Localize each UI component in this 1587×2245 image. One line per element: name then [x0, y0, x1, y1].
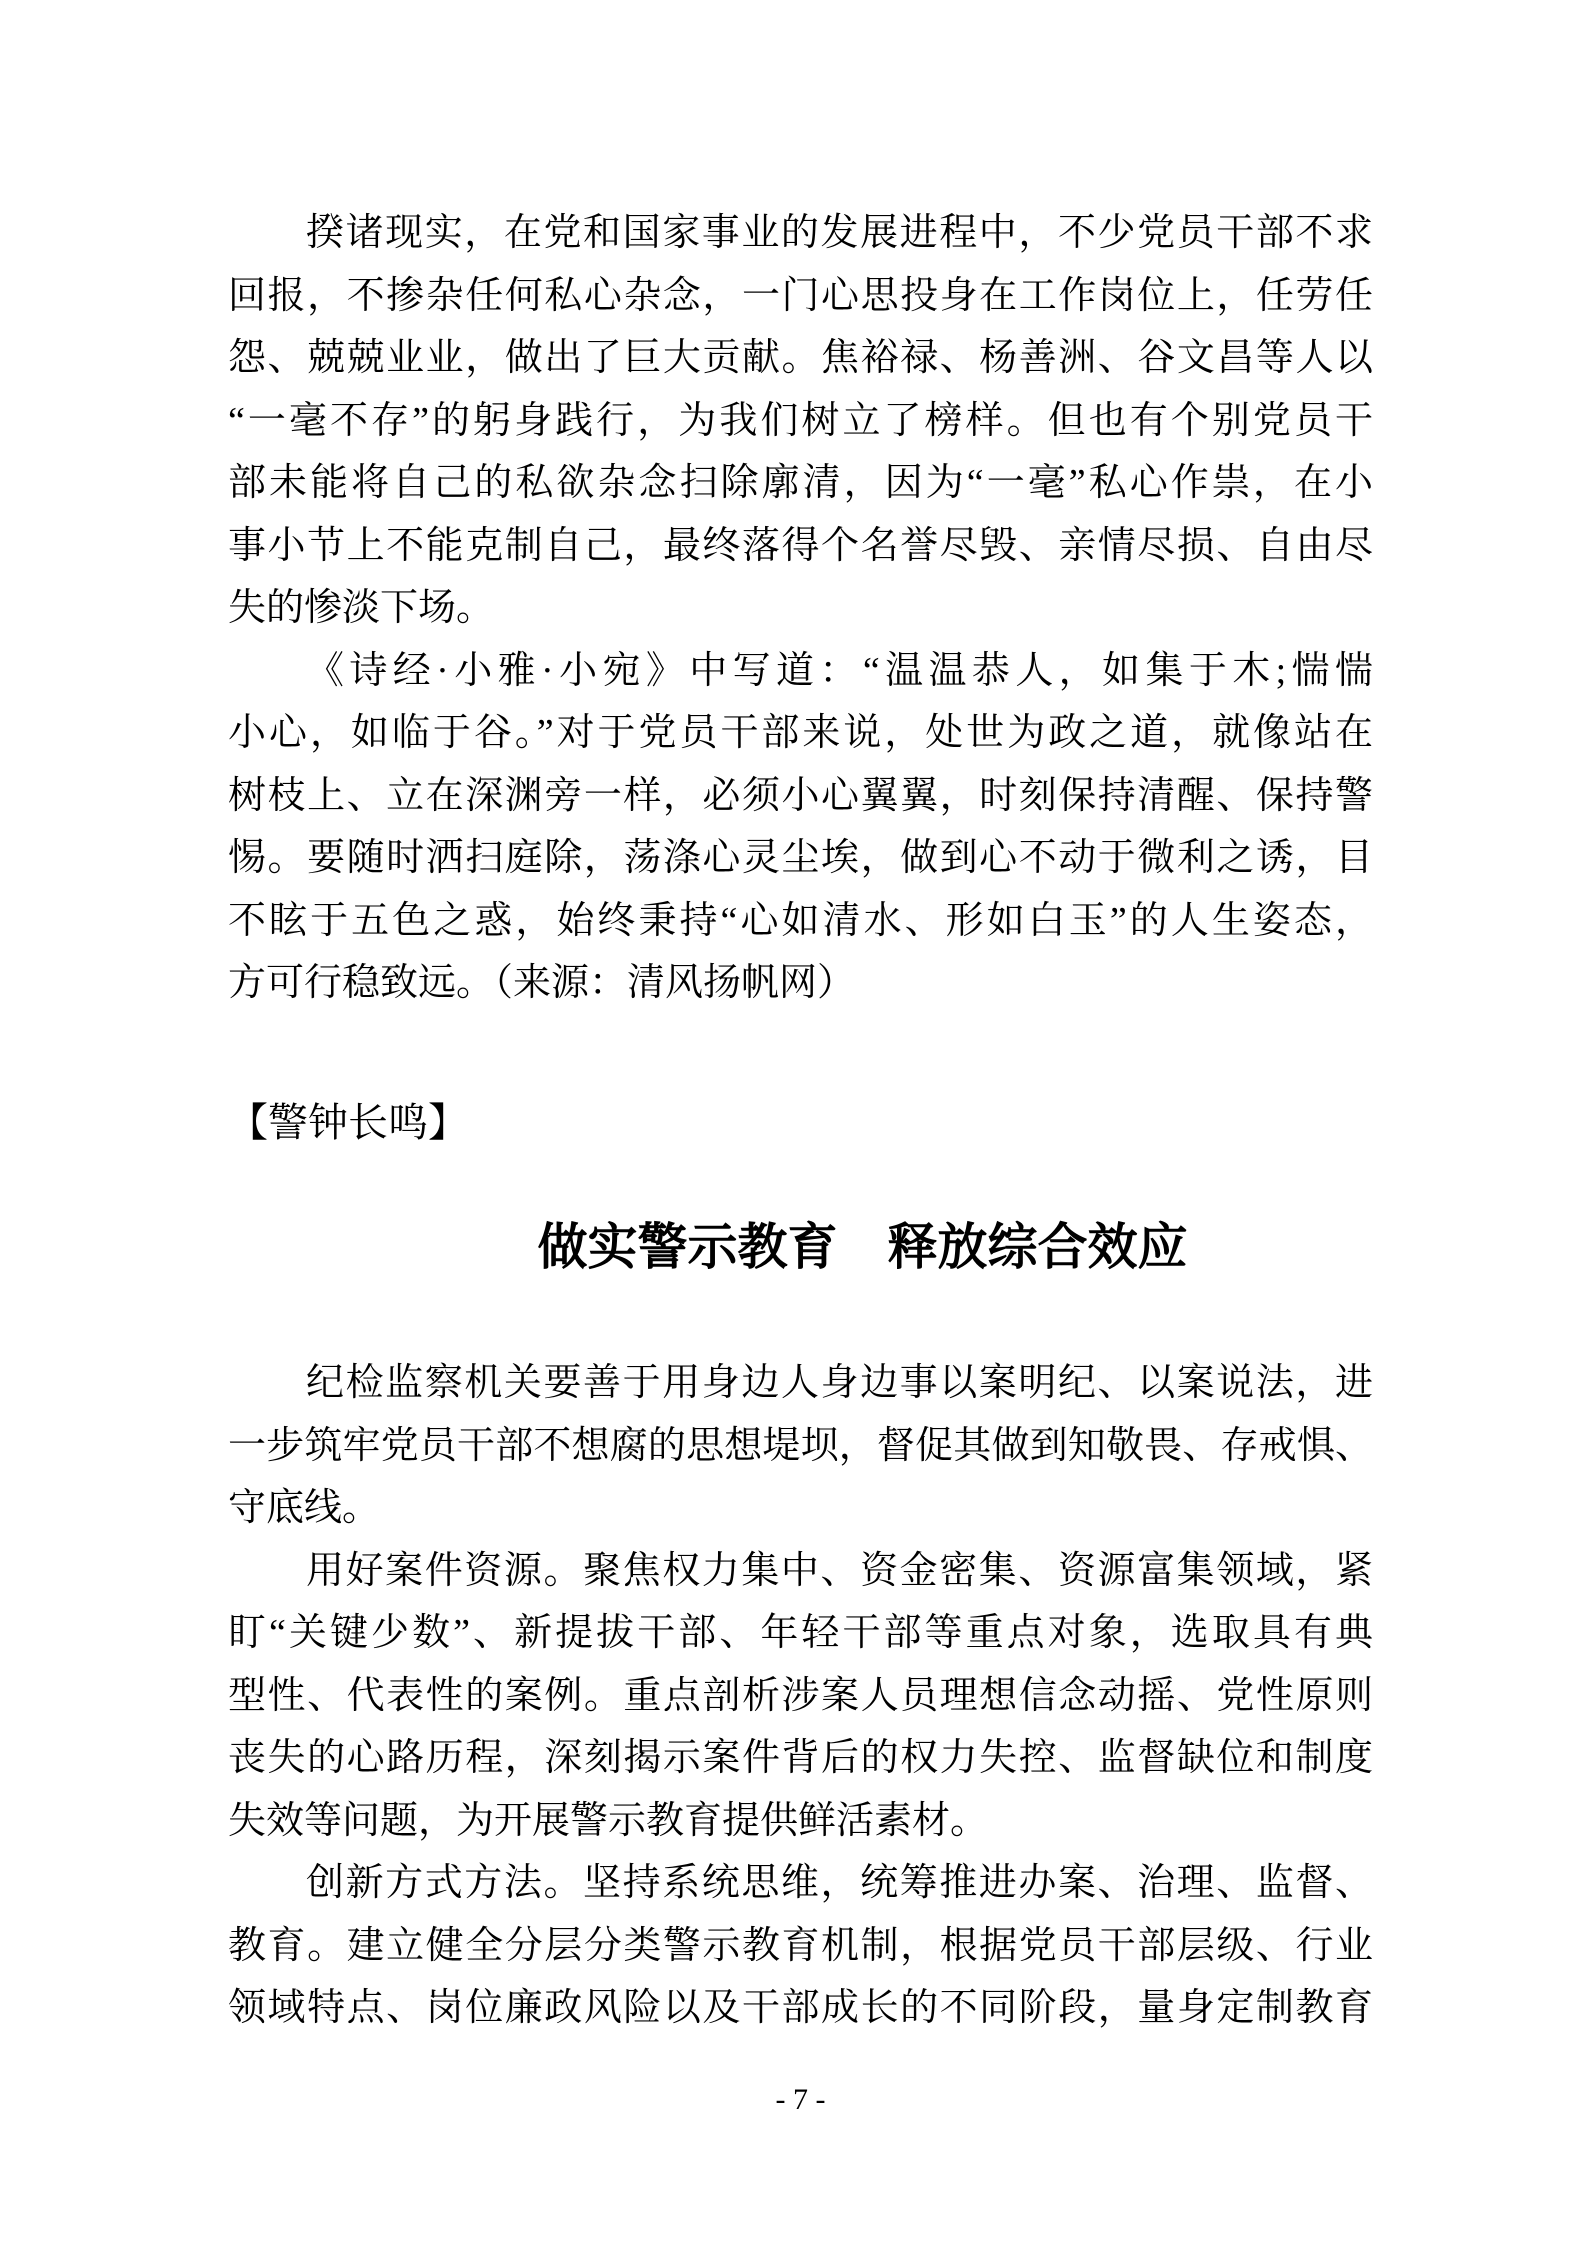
text-line: 教育。建立健全分层分类警示教育机制，根据党员干部层级、行业	[228, 1924, 1373, 1967]
section-header: 【警钟长鸣】	[228, 1100, 468, 1145]
text-line: 型性、代表性的案例。重点剖析涉案人员理想信念动摇、党性原则	[228, 1674, 1373, 1717]
text-line: 小心，如临于谷。”对于党员干部来说，处世为政之道，就像站在	[228, 712, 1373, 754]
text-line: 惕。要随时洒扫庭除，荡涤心灵尘埃，做到心不动于微利之诱，目	[228, 837, 1373, 879]
text-line: 不眩于五色之惑，始终秉持“心如清水、形如白玉”的人生姿态，	[228, 899, 1373, 942]
text-line: “一毫不存”的躬身践行，为我们树立了榜样。但也有个别党员干	[228, 399, 1373, 442]
text-line: 方可行稳致远。（来源：清风扬帆网）	[228, 962, 856, 1004]
article-title: 做实警示教育 释放综合效应	[537, 1219, 1188, 1275]
text-line: 失的惨淡下场。	[228, 587, 495, 629]
text-line: 创新方式方法。坚持系统思维，统筹推进办案、治理、监督、	[306, 1862, 1373, 1904]
text-line: 领域特点、岗位廉政风险以及干部成长的不同阶段，量身定制教育	[228, 1987, 1373, 2029]
text-line: 失效等问题，为开展警示教育提供鲜活素材。	[228, 1799, 989, 1842]
text-line: 揆诸现实，在党和国家事业的发展进程中，不少党员干部不求	[306, 212, 1373, 254]
text-line: 一步筑牢党员干部不想腐的思想堤坝，督促其做到知敬畏、存戒惧、	[228, 1424, 1373, 1467]
text-line: 部未能将自己的私欲杂念扫除廓清，因为“一毫”私心作祟，在小	[228, 462, 1373, 504]
text-line: 丧失的心路历程，深刻揭示案件背后的权力失控、监督缺位和制度	[228, 1737, 1373, 1779]
text-line: 回报，不掺杂任何私心杂念，一门心思投身在工作岗位上，任劳任	[228, 274, 1373, 317]
text-line: 事小节上不能克制自己，最终落得个名誉尽毁、亲情尽损、自由尽	[228, 524, 1373, 567]
text-line: 树枝上、立在深渊旁一样，必须小心翼翼，时刻保持清醒、保持警	[228, 774, 1373, 817]
paragraph-block-bottom	[228, 1352, 1373, 2040]
text-line: 纪检监察机关要善于用身边人身边事以案明纪、以案说法，进	[306, 1362, 1373, 1404]
text-line: 用好案件资源。聚焦权力集中、资金密集、资源富集领域，紧	[306, 1549, 1373, 1592]
paragraph-block-top	[228, 202, 1373, 1015]
text-line: 守底线。	[228, 1487, 381, 1529]
text-line: 盯“关键少数”、新提拔干部、年轻干部等重点对象，选取具有典	[228, 1612, 1373, 1654]
text-line: 怨、兢兢业业，做出了巨大贡献。焦裕禄、杨善洲、谷文昌等人以	[228, 337, 1373, 379]
page-number: - 7 -	[775, 2083, 826, 2116]
text-line: 《诗经·小雅·小宛》中写道：“温温恭人，如集于木;惴惴	[306, 649, 1373, 692]
